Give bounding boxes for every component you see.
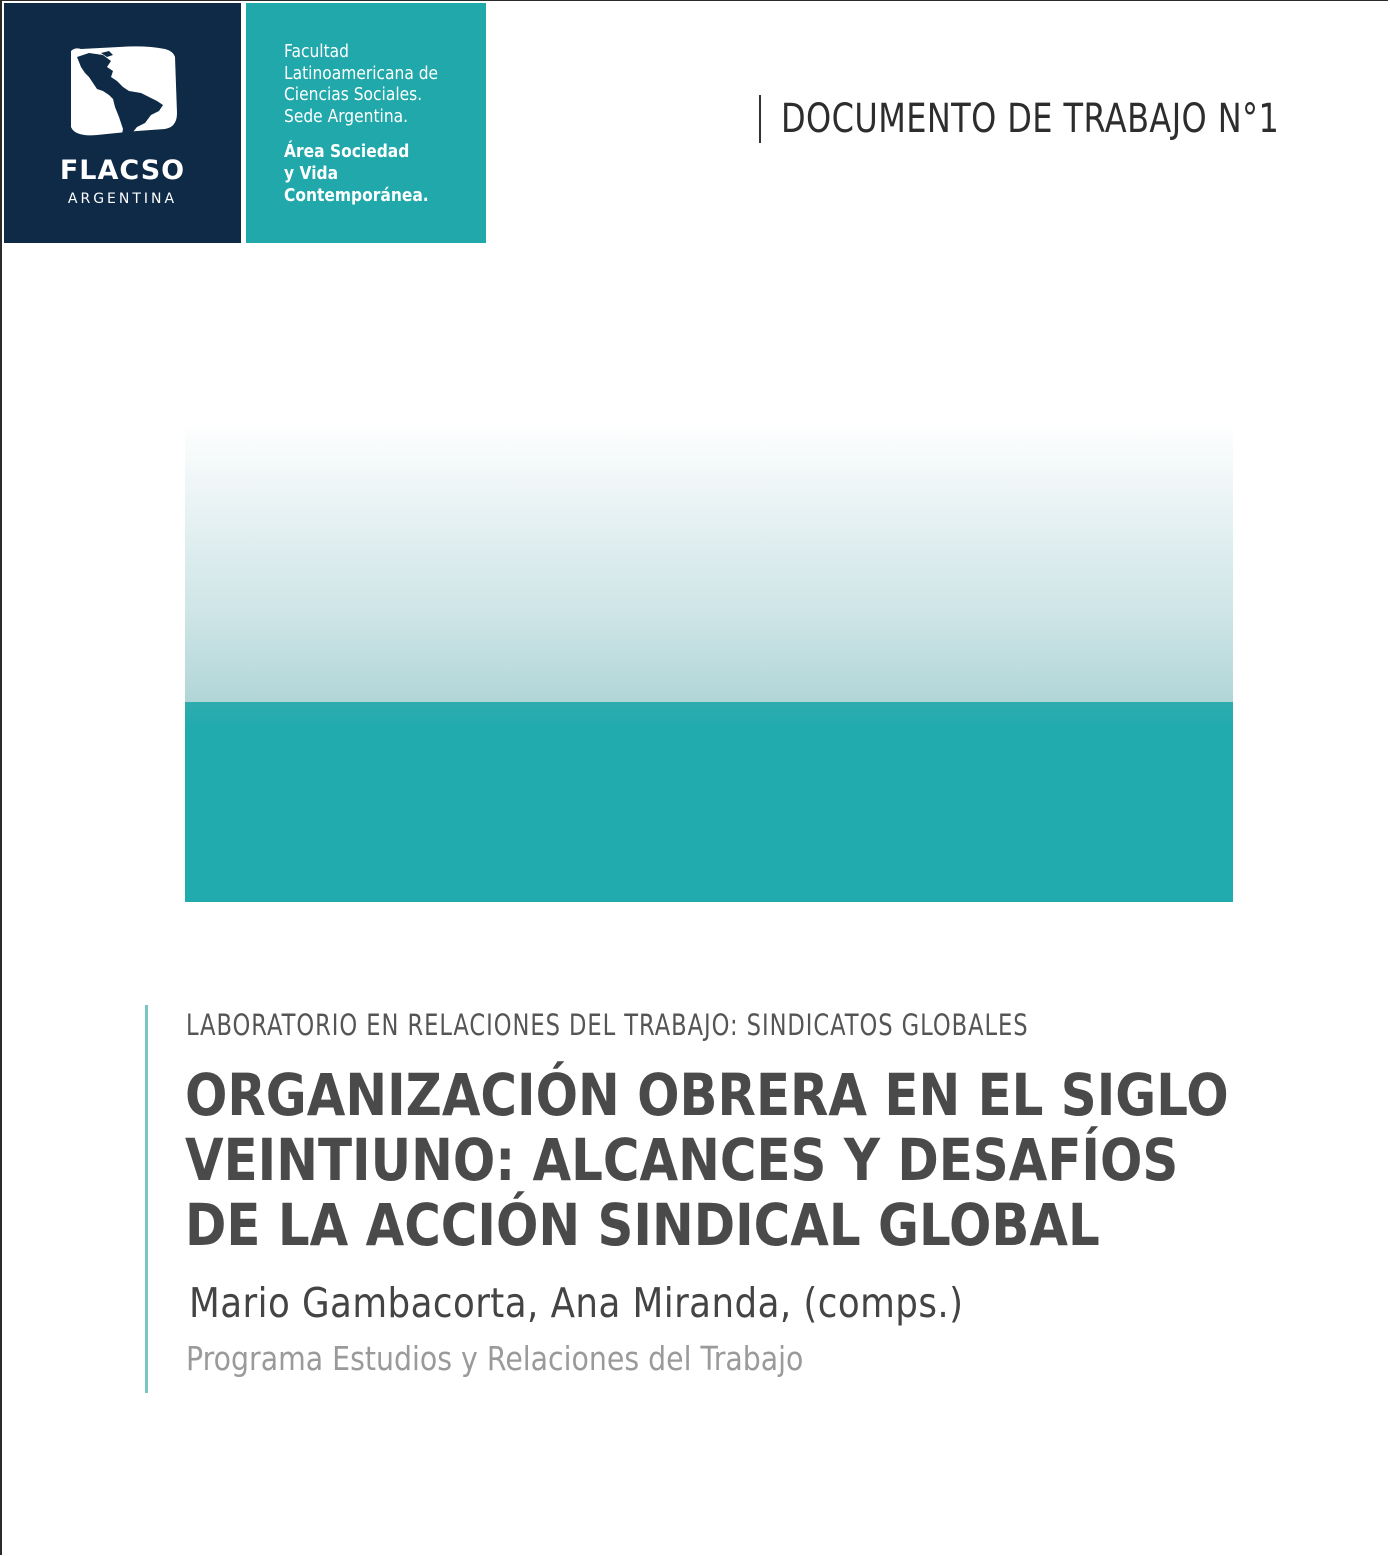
area-line: Área Sociedad <box>284 141 410 162</box>
title-line: VEINTIUNO: ALCANCES Y DESAFÍOS <box>185 1126 1179 1194</box>
banner-solid <box>185 702 1233 902</box>
program-name: Programa Estudios y Relaciones del Trabajo <box>186 1339 804 1378</box>
logo-name: FLACSO <box>59 155 186 186</box>
document-label-divider <box>759 95 761 143</box>
area-name <box>284 141 429 207</box>
laboratory-label: LABORATORIO EN RELACIONES DEL TRABAJO: SINDICATOS GLOBALES <box>186 1008 1029 1042</box>
title-line: DE LA ACCIÓN SINDICAL GLOBAL <box>185 1191 1100 1259</box>
faculty-block <box>246 3 486 243</box>
title-accent-rule <box>145 1005 148 1393</box>
faculty-line: Ciencias Sociales. <box>284 84 423 105</box>
area-line: y Vida <box>284 163 339 184</box>
document-label: DOCUMENTO DE TRABAJO N°1 <box>781 96 1280 142</box>
document-title <box>185 1063 1229 1258</box>
authors: Mario Gambacorta, Ana Miranda, (comps.) <box>189 1279 964 1327</box>
faculty-name <box>284 41 438 127</box>
banner-gradient <box>185 421 1233 702</box>
flacso-logo <box>4 3 241 243</box>
faculty-line: Latinoamericana de <box>284 62 439 84</box>
title-line: ORGANIZACIÓN OBRERA EN EL SIGLO <box>185 1061 1229 1129</box>
area-line: Contemporánea. <box>284 185 429 206</box>
logo-subtitle: ARGENTINA <box>67 191 178 207</box>
faculty-line: Facultad <box>284 41 349 62</box>
americas-map-icon <box>67 43 179 143</box>
faculty-line: Sede Argentina. <box>284 105 409 127</box>
